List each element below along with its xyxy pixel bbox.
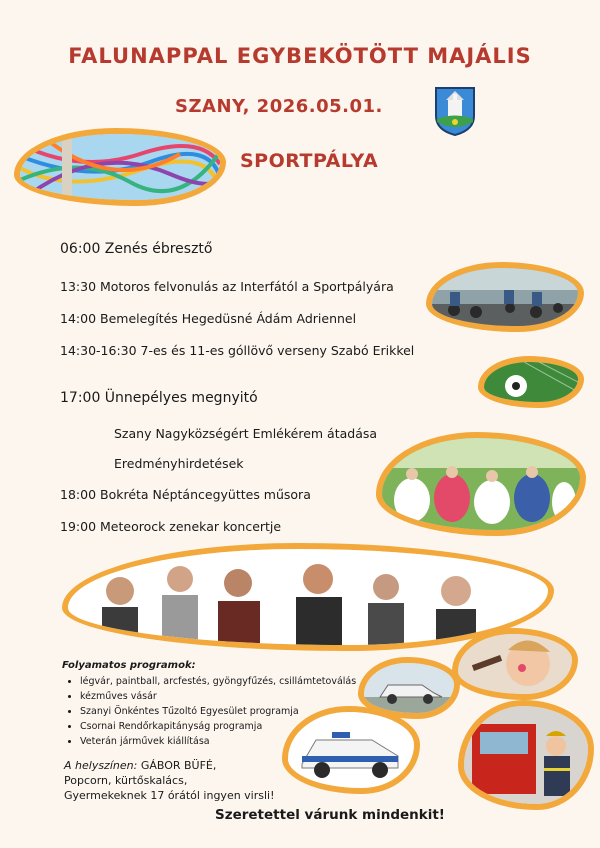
list-item: • kézműves vásár	[80, 689, 380, 704]
motorcycle-parade-image	[426, 262, 584, 332]
schedule-item: Szany Nagyközségért Emlékérem átadása	[114, 426, 378, 441]
schedule-item: 17:00 Ünnepélyes megnyitó	[60, 390, 258, 406]
continuous-programs-title: Folyamatos programok:	[62, 660, 196, 671]
list-item: • Veterán járművek kiállítása	[80, 734, 380, 749]
football-image	[478, 356, 584, 408]
schedule-item: 06:00 Zenés ébresztő	[60, 241, 213, 257]
buffet-line: Popcorn, kürtőskalács,	[64, 774, 188, 787]
event-title: FALUNAPPAL EGYBEKÖTÖTT MAJÁLIS	[68, 44, 532, 68]
schedule-item: 14:00 Bemelegítés Hegedüsné Ádám Adriennel	[60, 311, 357, 326]
face-painting-image	[452, 628, 578, 700]
list-item: • Szanyi Önkéntes Tűzoltó Egyesület programja	[80, 704, 380, 719]
closing-message: Szeretettel várunk mindenkit!	[215, 807, 445, 823]
schedule-item: 18:00 Bokréta Néptáncegyüttes műsora	[60, 487, 311, 502]
date-line: SZANY, 2026.05.01.	[175, 96, 383, 117]
continuous-programs-list	[62, 674, 380, 749]
folk-dance-image	[376, 432, 586, 536]
maypole-ribbons-image	[14, 128, 226, 206]
list-item: • légvár, paintball, arcfestés, gyöngyfűzés, csillámtetoválás	[80, 674, 380, 689]
schedule-item: 19:00 Meteorock zenekar koncertje	[60, 519, 282, 534]
schedule-item: 13:30 Motoros felvonulás az Interfától a Sportpályára	[60, 279, 394, 294]
buffet-info	[64, 758, 275, 803]
venue: SPORTPÁLYA	[240, 150, 379, 172]
coat-of-arms-image	[434, 86, 476, 136]
list-item: • Csornai Rendőrkapitányság programja	[80, 719, 380, 734]
buffet-prefix: A helyszínen:	[64, 759, 141, 772]
buffet-name: GÁBOR BÜFÉ,	[140, 759, 217, 772]
buffet-line: Gyermekeknek 17 órától ingyen virsli!	[64, 789, 275, 802]
fire-truck-image	[458, 700, 594, 810]
schedule-item: 14:30-16:30 7-es és 11-es góllövő verseny Szabó Erikkel	[60, 343, 415, 358]
schedule-item: Eredményhirdetések	[114, 456, 244, 471]
